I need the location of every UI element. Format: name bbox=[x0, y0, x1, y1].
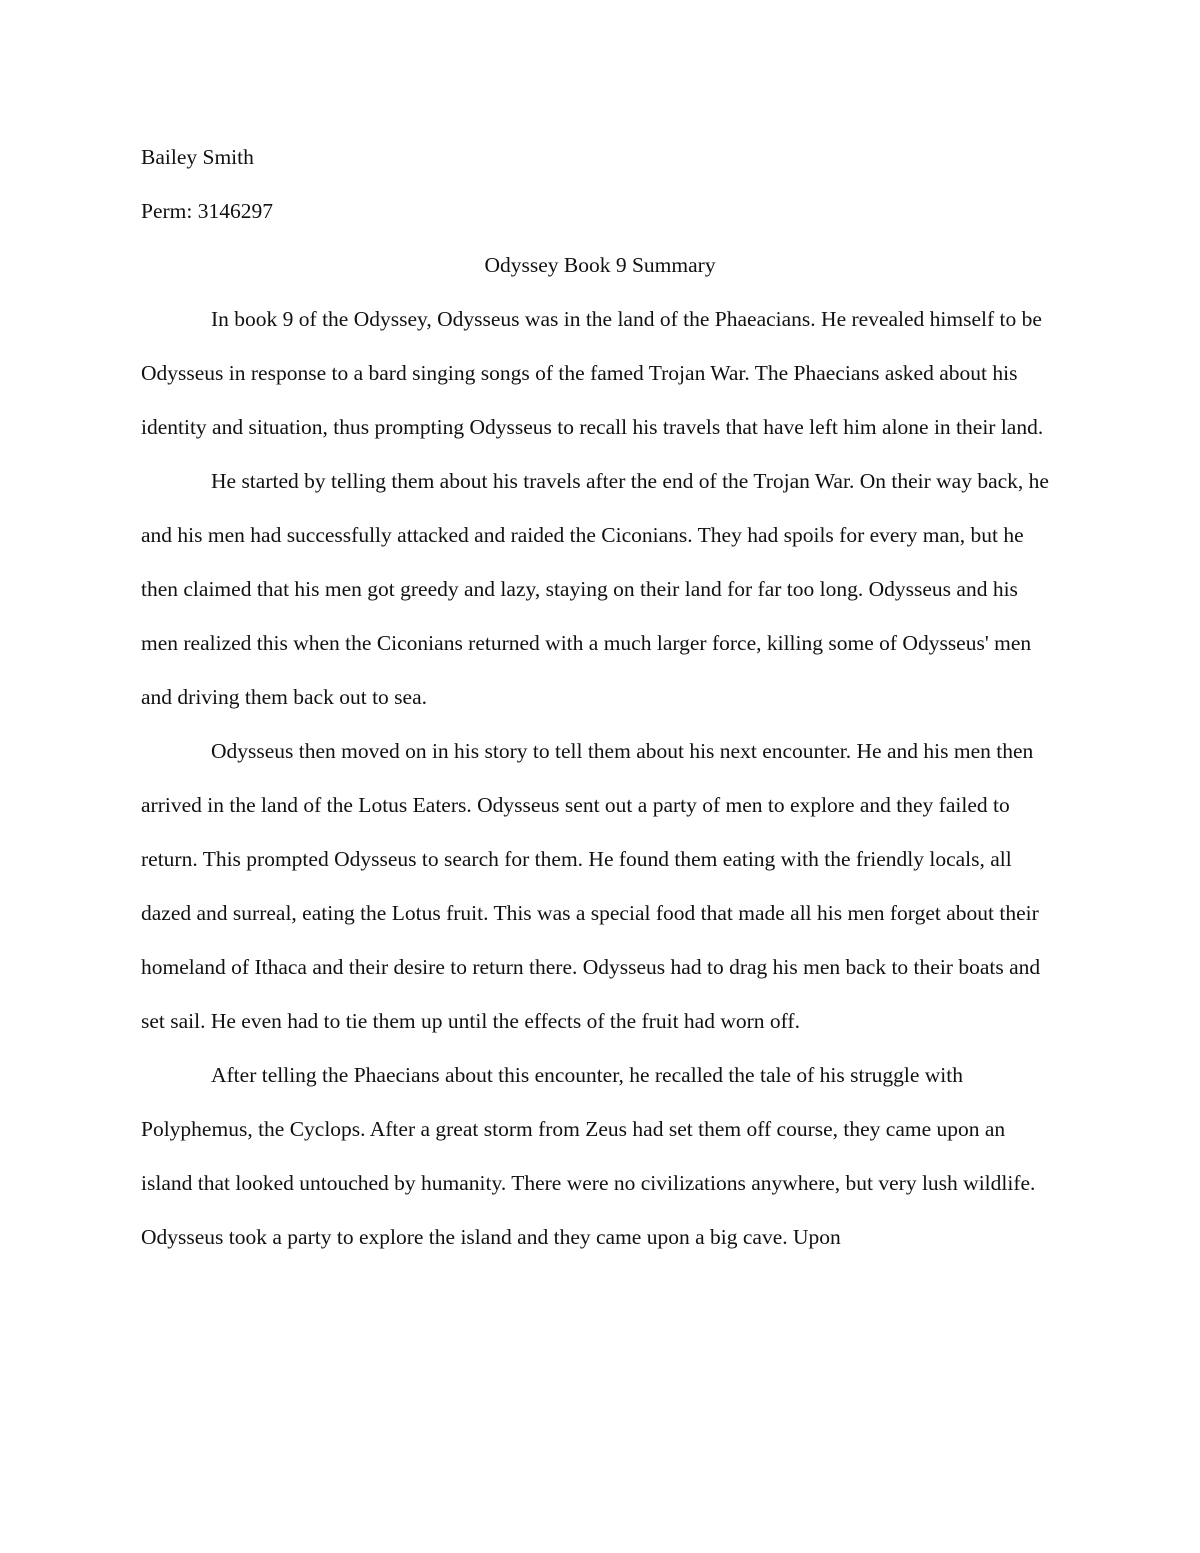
author-name: Bailey Smith bbox=[141, 145, 254, 169]
paragraph-2: He started by telling them about his travels after the end of the Trojan War. On their way back, he and his men had successfully attacked and raided the Ciconians. They had spoils for every man, but he then claimed that his men got greedy and lazy, staying on their land for far too long. Odysseus and his men realized this when the Ciconians returned with a much larger force, killing some of Odysseus' men and driving them back out to sea. bbox=[141, 469, 1049, 709]
perm-number: Perm: 3146297 bbox=[141, 199, 273, 223]
document-title: Odyssey Book 9 Summary bbox=[484, 253, 716, 277]
paragraph-1: In book 9 of the Odyssey, Odysseus was in the land of the Phaeacians. He revealed himself to be Odysseus in response to a bard singing songs of the famed Trojan War. The Phaecians asked about his identity and situation, thus prompting Odysseus to recall his travels that have left him alone in their land. bbox=[141, 307, 1044, 439]
paragraph-4: After telling the Phaecians about this encounter, he recalled the tale of his struggle with Polyphemus, the Cyclops. After a great storm from Zeus had set them off course, they came upon an island that looked untouched by humanity. There were no civilizations anywhere, but very lush wildlife. Odysseus took a party to explore the island and they came upon a big cave. Upon bbox=[141, 1063, 1036, 1249]
document-body bbox=[141, 130, 1059, 1264]
paragraph-3: Odysseus then moved on in his story to tell them about his next encounter. He and his men then arrived in the land of the Lotus Eaters. Odysseus sent out a party of men to explore and they failed to return. This prompted Odysseus to search for them. He found them eating with the friendly locals, all dazed and surreal, eating the Lotus fruit. This was a special food that made all his men forget about their homeland of Ithaca and their desire to return there. Odysseus had to drag his men back to their boats and set sail. He even had to tie them up until the effects of the fruit had worn off. bbox=[141, 739, 1041, 1033]
